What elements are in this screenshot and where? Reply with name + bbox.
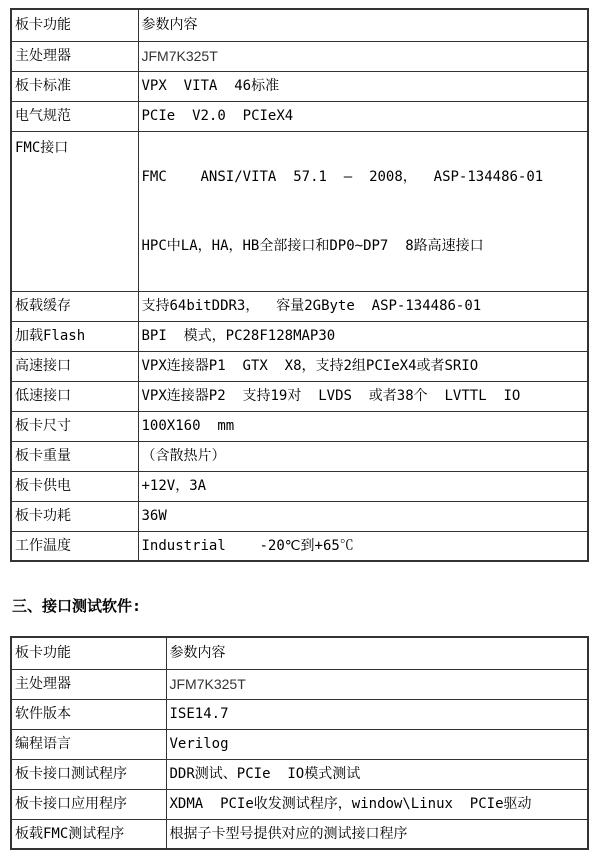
row-label: 板卡功耗 — [11, 501, 138, 531]
row-value: XDMA PCIe收发测试程序，window\Linux PCIe驱动 — [166, 789, 588, 819]
table-row — [11, 321, 588, 351]
table-row — [11, 101, 588, 131]
row-label: 电气规范 — [11, 101, 138, 131]
row-label: 高速接口 — [11, 351, 138, 381]
row-value: ISE14.7 — [166, 699, 588, 729]
row-value: +12V，3A — [138, 471, 588, 501]
row-value: VPX连接器P2 支持19对 LVDS 或者38个 LVTTL IO — [138, 381, 588, 411]
row-value: JFM7K325T — [138, 41, 588, 71]
table-row — [11, 699, 588, 729]
row-label: 加载Flash — [11, 321, 138, 351]
row-label: 板卡功能 — [11, 637, 166, 669]
hardware-spec-table — [10, 8, 589, 562]
row-value: 根据子卡型号提供对应的测试接口程序 — [166, 819, 588, 849]
row-label: 板卡标准 — [11, 71, 138, 101]
row-value: Industrial -20℃到+65℃ — [138, 531, 588, 561]
row-label: 板卡功能 — [11, 9, 138, 41]
row-value: DDR测试、PCIe IO模式测试 — [166, 759, 588, 789]
table-row — [11, 411, 588, 441]
table-row — [11, 637, 588, 669]
row-value: VPX连接器P1 GTX X8，支持2组PCIeX4或者SRIO — [138, 351, 588, 381]
row-label: 板卡接口应用程序 — [11, 789, 166, 819]
table-row — [11, 291, 588, 321]
software-spec-table — [10, 636, 589, 850]
table-row — [11, 71, 588, 101]
row-label: 板卡尺寸 — [11, 411, 138, 441]
row-label: 板载FMC测试程序 — [11, 819, 166, 849]
row-value: BPI 模式，PC28F128MAP30 — [138, 321, 588, 351]
row-value-line1: FMC ANSI/VITA 57.1 – 2008， ASP-134486-01 — [141, 168, 544, 185]
table-row — [11, 759, 588, 789]
section-heading: 三、接口测试软件: — [12, 597, 142, 615]
row-label: 板载缓存 — [11, 291, 138, 321]
row-value: 支持64bitDDR3， 容量2GByte ASP-134486-01 — [138, 291, 588, 321]
table-row — [11, 351, 588, 381]
row-value: JFM7K325T — [166, 669, 588, 699]
table-row — [11, 729, 588, 759]
row-label: FMC接口 — [11, 131, 138, 291]
table-row — [11, 471, 588, 501]
row-label: 工作温度 — [11, 531, 138, 561]
row-value-line2: HPC中LA，HA，HB全部接口和DP0~DP7 8路高速接口 — [141, 237, 484, 254]
row-label: 板卡供电 — [11, 471, 138, 501]
row-value: Verilog — [166, 729, 588, 759]
table-row — [11, 501, 588, 531]
table-row — [11, 441, 588, 471]
table-row — [11, 789, 588, 819]
row-label: 板卡接口测试程序 — [11, 759, 166, 789]
row-value: 36W — [138, 501, 588, 531]
table-row — [11, 131, 588, 291]
row-value: 参数内容 — [166, 637, 588, 669]
row-value: VPX VITA 46标准 — [138, 71, 588, 101]
row-label: 低速接口 — [11, 381, 138, 411]
table-row — [11, 9, 588, 41]
row-label: 软件版本 — [11, 699, 166, 729]
table-row — [11, 819, 588, 849]
row-label: 板卡重量 — [11, 441, 138, 471]
row-label: 编程语言 — [11, 729, 166, 759]
row-value: 参数内容 — [138, 9, 588, 41]
row-value: PCIe V2.0 PCIeX4 — [138, 101, 588, 131]
table-row — [11, 381, 588, 411]
row-value — [138, 131, 588, 291]
table-row — [11, 531, 588, 561]
row-value: 100X160 mm — [138, 411, 588, 441]
row-label: 主处理器 — [11, 41, 138, 71]
row-value: （含散热片） — [138, 441, 588, 471]
table-row — [11, 41, 588, 71]
row-label: 主处理器 — [11, 669, 166, 699]
table-row — [11, 669, 588, 699]
